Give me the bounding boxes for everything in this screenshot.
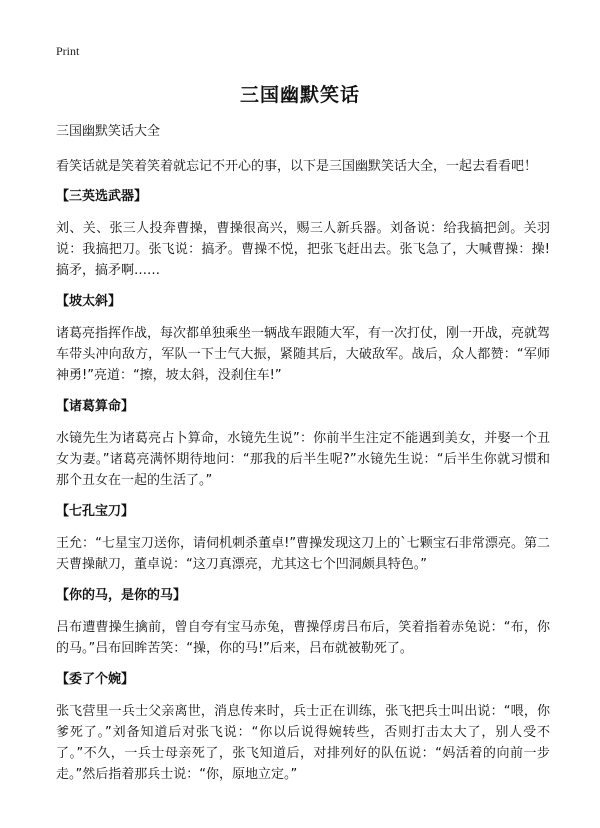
section-body: 张飞营里一兵士父亲离世，消息传来时，兵士正在训练，张飞把兵士叫出说：“喂，你爹死了。”刘备知道后对张飞说：“你以后说得婉转些，否则打击太大了，别人受不了。”不久，一兵士母亲死了，张飞知道后，对排列好的队伍说：“妈活着的向前一步走。”然后指着那兵士说：“你，原地立定。” bbox=[56, 704, 550, 782]
section-heading: 【七孔宝刀】 bbox=[56, 504, 135, 519]
joke-section bbox=[56, 586, 550, 659]
section-body: 刘、关、张三人投奔曹操，曹操很高兴，赐三人新兵器。刘备说：给我搞把剑。关羽说：我搞把刀。张飞说：搞矛。曹操不悦，把张飞赶出去。张飞急了，大喊曹操：操!搞矛，搞矛啊…… bbox=[56, 221, 550, 278]
joke-section bbox=[56, 292, 550, 386]
article-content bbox=[56, 122, 550, 796]
section-body: 诸葛亮指挥作战，每次都单独乘坐一辆战车跟随大军，有一次打仗，刚一开战，亮就驾车带头冲向敌方，军队一下士气大振，紧随其后，大破敌军。战后，众人都赞：“军师神勇!”亮道：“擦，坡太斜，没刹住车!” bbox=[56, 326, 551, 383]
section-body: 水镜先生为诸葛亮占卜算命，水镜先生说”：你前半生注定不能遇到美女，并娶一个丑女为妻。”诸葛亮满怀期待地问：“那我的后半生呢?”水镜先生说：“后半生你就习惯和那个丑女在一起的生活了。” bbox=[56, 431, 550, 488]
section-heading: 【坡太斜】 bbox=[56, 294, 122, 309]
section-body: 吕布遭曹操生擒前，曾自夸有宝马赤兔，曹操俘虏吕布后，笑着指着赤兔说：“布，你的马。”吕布回眸苦笑：“操，你的马!”后来，吕布就被勒死了。 bbox=[56, 620, 550, 656]
joke-section bbox=[56, 397, 550, 491]
joke-section bbox=[56, 670, 550, 785]
print-link[interactable]: Print bbox=[56, 44, 80, 58]
section-heading: 【三英选武器】 bbox=[56, 189, 148, 204]
section-heading: 【委了个婉】 bbox=[56, 672, 135, 687]
article-intro: 看笑话就是笑着笑着就忘记不开心的事，以下是三国幽默笑话大全，一起去看看吧！ bbox=[56, 159, 538, 174]
joke-section bbox=[56, 187, 550, 281]
section-heading: 【你的马，是你的马】 bbox=[56, 588, 187, 603]
article-subtitle: 三国幽默笑话大全 bbox=[56, 124, 161, 139]
section-heading: 【诸葛算命】 bbox=[56, 399, 135, 414]
page-title: 三国幽默笑话 bbox=[239, 84, 360, 106]
joke-section bbox=[56, 502, 550, 575]
section-body: 王允：“七星宝刀送你，请伺机刺杀董卓!”曹操发现这刀上的`七颗宝石非常漂亮。第二天曹操献刀，董卓说：“这刀真漂亮，尤其这七个凹洞颇具特色。” bbox=[56, 536, 550, 572]
